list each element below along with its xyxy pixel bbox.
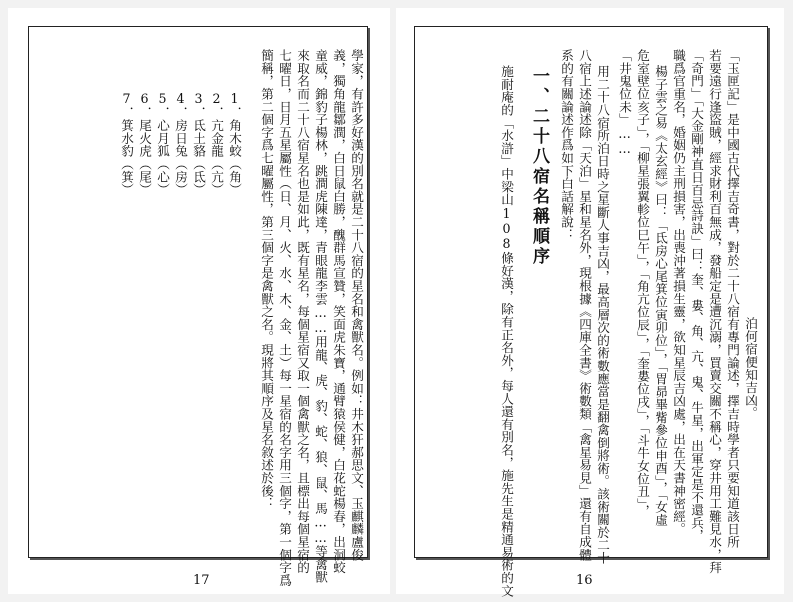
list-item: 1．角木蛟（角） [227, 91, 242, 196]
list-item: 2．亢金龍（亢） [209, 91, 224, 196]
text-column: 「奇門」「大金剛神直日百忌詩訣」曰：奎、婁、角、亢、鬼、牛星，出軍定是不還兵， [689, 49, 704, 542]
text-column: 七曜日，日月五星屬性（日、月、火、水、木、金、土）每一星宿的名字用三個字，第一個字爲 [277, 49, 292, 587]
text-column: 施耐庵的「水滸」中梁山108條好漢，除有正名外，每人還有別名，施先生是精通易術的文 [499, 65, 514, 597]
text-column: 童威，錦豹子楊林，跳澗虎陳達，青眼龍李雲……用龍、虎、豹、蛇、狼、鼠、馬……等禽獸 [313, 49, 328, 584]
right-page [396, 8, 784, 597]
text-column: 學家，有許多好漢的別名就是二十八宿的星名和禽獸名。例如：井木犴郝思文、玉麒麟盧俊 [349, 49, 364, 561]
text-column: 用二十八宿所泊日時之星斷人事吉凶，最高層次的術數應當是翻禽倒將術。該術關於二十 [595, 65, 610, 565]
text-column: 若要遠行逢盜賊，經求財利百無成，發船定是遭沉溺，買賣交關不稱心，穿井用工難見水，拜 [707, 49, 722, 574]
text-column: 職爲官重名，婚姻仍主刑損害，出喪沖著損生靈，欲知星辰吉凶處，出在天書神密經。 [671, 49, 686, 536]
list-item: 5．心月狐（心） [155, 91, 170, 196]
text-column: 危室壁位亥子」，「柳星張翼軫位巳午」，「角亢位辰」，「奎婁位戌」，「斗牛女位丑」， [635, 49, 650, 518]
text-column: 泊何宿便知吉凶。 [743, 317, 758, 420]
text-column: 八宿上述論述除「天泊」星和星名外，現根據《四庫全書》術數類「禽星易見」還有自成體 [577, 49, 592, 561]
text-column: 楊子雲之易《太玄經》曰：「氐房心尾箕位寅卯位」，「胃昴畢觜參位申酉」，「女虛 [653, 65, 668, 527]
list-item: 3．氐土貉（氐） [191, 91, 206, 196]
text-column: 義，獨角龍鄒潤，白日鼠白勝，醜群馬宣贊，笑面虎朱寶，通臂猿侯健，白花蛇楊春，出洞蛟 [331, 49, 346, 574]
text-column: 來取名而二十八宿星名也是如此，既有星名，每個星宿又取一個禽獸之名，且標出每個星宿的 [295, 49, 310, 574]
page-number: 16 [576, 573, 593, 588]
page-number: 17 [193, 573, 210, 588]
text-column: 系的有關論述作爲如下白話解說： [559, 49, 574, 241]
text-column: 「井鬼位未」…… [617, 49, 632, 157]
list-item: 4．房日兔（房） [173, 91, 188, 196]
section-heading: 一、二十八宿名稱順序 [529, 67, 549, 267]
list-item: 6．尾火虎（尾） [137, 91, 152, 196]
text-column: 簡稱，第二個字爲七曜屬性，第三個字是禽獸之名。現將其順序及星名敘述於後： [259, 49, 274, 510]
list-item: 7．箕水豹（箕） [119, 91, 134, 196]
left-page [8, 8, 390, 594]
text-column: 「玉匣記」是中國古代擇吉奇書，對於二十八宿有專門論述，擇吉時學者只要知道該日所 [725, 49, 740, 549]
